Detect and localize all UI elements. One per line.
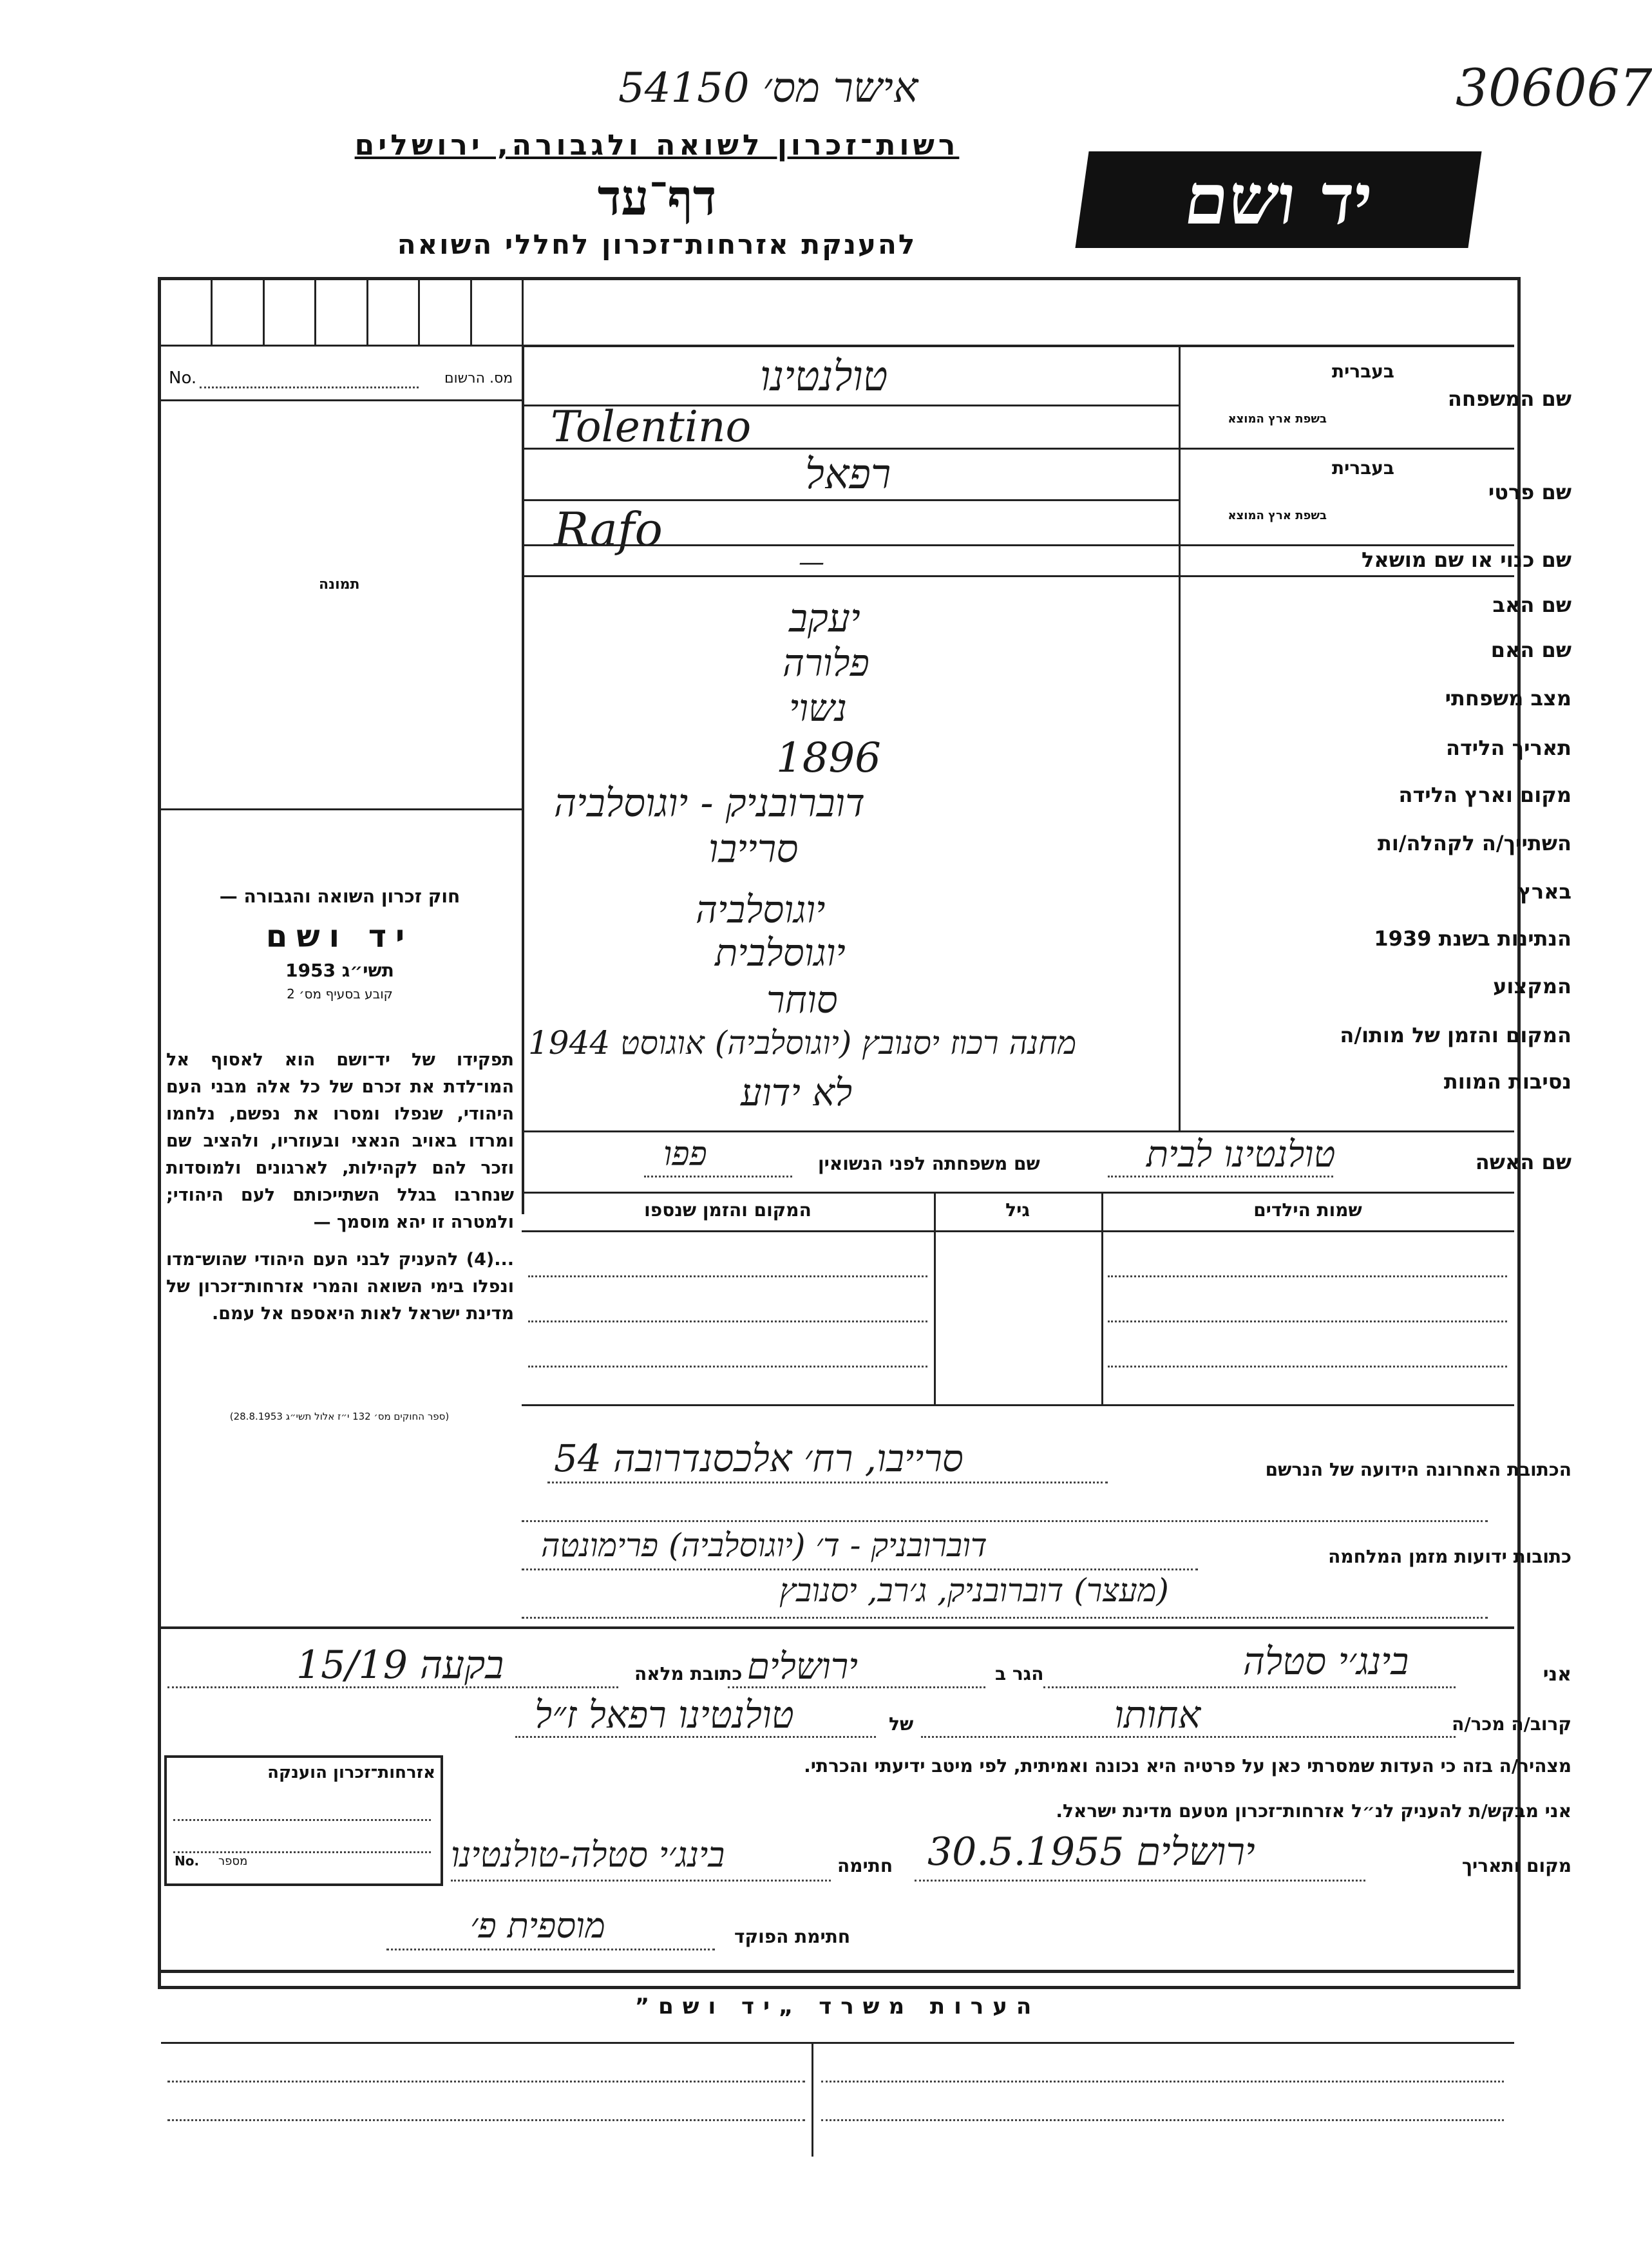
family-name-origin[interactable]: Tolentino	[551, 402, 752, 452]
signature-label: חתימה	[837, 1855, 893, 1876]
law-name: יד ושם	[265, 919, 414, 955]
birth-place-label: מקום וארץ הלידה	[1398, 783, 1571, 807]
citizenship-label: הנתינות בשנת 1939	[1374, 926, 1571, 951]
children-names-header: שמות הילדים	[1253, 1199, 1362, 1221]
country-label: בארץ	[1517, 879, 1571, 904]
signature-value[interactable]: בינג׳י סטלה-טולנטינו	[451, 1835, 725, 1875]
declarant-label: אני	[1543, 1663, 1571, 1686]
wartime-address-value-2[interactable]: (מעצר) דוברובניק, ג׳רב, יסנובץ	[779, 1572, 1169, 1609]
birth-place-value[interactable]: דוברובניק - יוגוסלביה	[554, 781, 865, 826]
relation-value[interactable]: אחותו	[1114, 1693, 1201, 1737]
office-notes-line[interactable]	[167, 2081, 805, 2083]
marital-status-value[interactable]: נשוי	[789, 686, 847, 730]
reg-no-latin: No.	[169, 368, 197, 388]
officer-signature-value[interactable]: מוספית פ׳	[470, 1905, 605, 1946]
maiden-name-label: שם משפחתה לפני הנשואין	[818, 1153, 1040, 1174]
father-name-label: שם האב	[1492, 593, 1571, 617]
yad-vashem-logo: יד ושם	[1075, 151, 1481, 248]
law-clause: קובע בסעיף מס׳ 2	[287, 986, 393, 1002]
declarant-name[interactable]: בינג׳י סטלה	[1243, 1639, 1409, 1683]
form-title: דף־עד	[597, 169, 717, 226]
last-address-label: הכתובת האחרונה הידועה של הנרשם	[1265, 1459, 1571, 1480]
wartime-address-label: כתובות ידועות מזמן המלחמה	[1328, 1546, 1571, 1567]
origin-lang-label-2: בשפת ארץ המוצא	[1228, 509, 1327, 522]
death-cause-value[interactable]: לא ידוע	[741, 1071, 853, 1114]
officer-signature-label: חתימת הפוקד	[734, 1926, 851, 1947]
certificate-no-latin: No.	[175, 1853, 200, 1869]
reg-no-label: מס. הרשום	[444, 370, 513, 386]
law-year: תשי״ג 1953	[285, 960, 394, 981]
wife-name-value[interactable]: טולנטינו לבית	[1146, 1134, 1336, 1176]
community-value[interactable]: סרייבו	[708, 826, 799, 872]
nickname-value[interactable]: —	[799, 548, 824, 577]
archive-number: 306067	[1456, 58, 1652, 118]
community-label: השתייך/ה לקהלה/ות	[1377, 831, 1571, 855]
first-name-label: שם פרטי	[1488, 480, 1571, 504]
children-death-header: המקום והזמן שנספו	[644, 1199, 812, 1221]
children-age-header: גיל	[1005, 1199, 1030, 1221]
birth-date-label: תאריך הלידה	[1445, 736, 1571, 760]
law-ref: (ספר החוקים מס׳ 132 י״ז אלול תשי״ג 28.8.1953)	[229, 1411, 450, 1422]
first-name-origin[interactable]: Rafo	[554, 502, 663, 557]
last-address-value[interactable]: סרייבו, רח׳ אלכסנדרובה 54	[554, 1436, 964, 1480]
death-cause-label: נסיבות המוות	[1443, 1069, 1571, 1094]
request-text: אני מבקש/ת להעניק לנ״ל אזרחות־זכרון מטעם מדינת ישראל.	[1056, 1800, 1571, 1822]
family-name-label: שם המשפחה	[1447, 386, 1571, 411]
office-notes-divider	[812, 2042, 813, 2157]
full-address-label: כתובת מלאה	[634, 1663, 743, 1684]
in-hebrew-label-2: בעברית	[1331, 457, 1394, 479]
declaration-text: מצהיר/ה בזה כי העדות שמסרתי כאן על פרטיה היא נכונה ואמיתית, לפי מיטב ידיעתי והכרתי.	[804, 1755, 1571, 1777]
left-panel-divider	[522, 345, 524, 1214]
nickname-label: שם כנוי או שם מושאל	[1361, 548, 1571, 572]
first-name-hebrew[interactable]: רפאל	[805, 451, 891, 499]
of-value[interactable]: טולנטינו רפאל ז״ל	[535, 1693, 794, 1737]
certificate-no-label: מספר	[218, 1854, 248, 1868]
form-subtitle: להענקת אזרחות־זכרון לחללי השואה	[397, 229, 917, 260]
authority-name: רשות־זכרון לשואה ולגבורה, ירושלים	[354, 129, 960, 162]
citizenship-value[interactable]: יוגוסלבית	[715, 931, 846, 975]
office-notes-line[interactable]	[821, 2081, 1504, 2083]
resides-label: הגר ב	[995, 1663, 1044, 1684]
country-value[interactable]: יוגוסלביה	[696, 888, 826, 931]
law-title: חוק זכרון השואה והגבורה —	[219, 886, 460, 907]
father-name-value[interactable]: יעקב	[789, 596, 860, 641]
maiden-name-value[interactable]: פפו	[663, 1135, 707, 1174]
approval-note: אישר מס׳ 54150	[618, 64, 918, 112]
place-date-value[interactable]: ירושלים 30.5.1955	[927, 1829, 1255, 1874]
wartime-address-value-1[interactable]: דוברובניק - ד׳ (יוגוסלביה) פרימונטה	[541, 1527, 987, 1564]
certificate-box	[164, 1755, 443, 1886]
mother-name-value[interactable]: פלורה	[783, 641, 869, 685]
resides-value[interactable]: ירושלים	[747, 1646, 858, 1688]
marital-status-label: מצב משפחתי	[1445, 686, 1571, 710]
of-label: של	[889, 1713, 914, 1735]
origin-lang-label: בשפת ארץ המוצא	[1228, 412, 1327, 426]
wife-name-label: שם האשה	[1475, 1150, 1571, 1174]
office-notes-line[interactable]	[821, 2119, 1504, 2121]
law-text: תפקידו של יד־ושם הוא לאסוף אל המו־לדת את זכרם של כל אלה מבני העם היהודי, שנפלו ומסרו את נפשם, נלחמו ומרדו באויב הנאצי ובעוזריו, ולהציב שם וזכר להם לקהילות, לארגונים ולמוסדות שנחרבו בגלל השתייכותם לעם היהודי; ולמטרה זו יהא מוסמך — ...(4) להעניק לבני העם היהודי שהוש־מדו ונפלו בימי השואה והמרי אזרחות־זכרון של מדינת ישראל לאות היאספם אל עמם.	[166, 1050, 514, 1324]
profession-label: המקצוע	[1493, 974, 1571, 998]
death-place-value[interactable]: מחנה רכוז יסנובץ (יוגוסלביה) אוגוסט 1944	[528, 1024, 1077, 1062]
in-hebrew-label: בעברית	[1331, 361, 1394, 382]
family-name-hebrew[interactable]: טולנטינו	[760, 353, 888, 401]
photo-label: תמונה	[319, 577, 360, 593]
place-date-label: מקום ותאריך	[1461, 1855, 1571, 1876]
number-boxes	[161, 280, 524, 347]
office-notes-title: הערות משרד „יד ושם”	[634, 1994, 1041, 2019]
reg-no-field[interactable]	[200, 386, 419, 388]
profession-value[interactable]: סוחר	[766, 978, 838, 1022]
relation-label: קרוב/ה מכר/ה	[1452, 1713, 1571, 1735]
law-section	[164, 886, 515, 1002]
birth-date-value[interactable]: 1896	[776, 734, 881, 782]
children-table	[522, 1192, 1514, 1404]
full-address-value[interactable]: בקעה 15/19	[296, 1643, 504, 1688]
certificate-title: אזרחות־זכרון הוענקה	[267, 1763, 435, 1782]
death-place-label: המקום והזמן של מותו/ה	[1340, 1023, 1571, 1047]
office-notes-line[interactable]	[167, 2119, 805, 2121]
mother-name-label: שם האם	[1490, 638, 1571, 662]
